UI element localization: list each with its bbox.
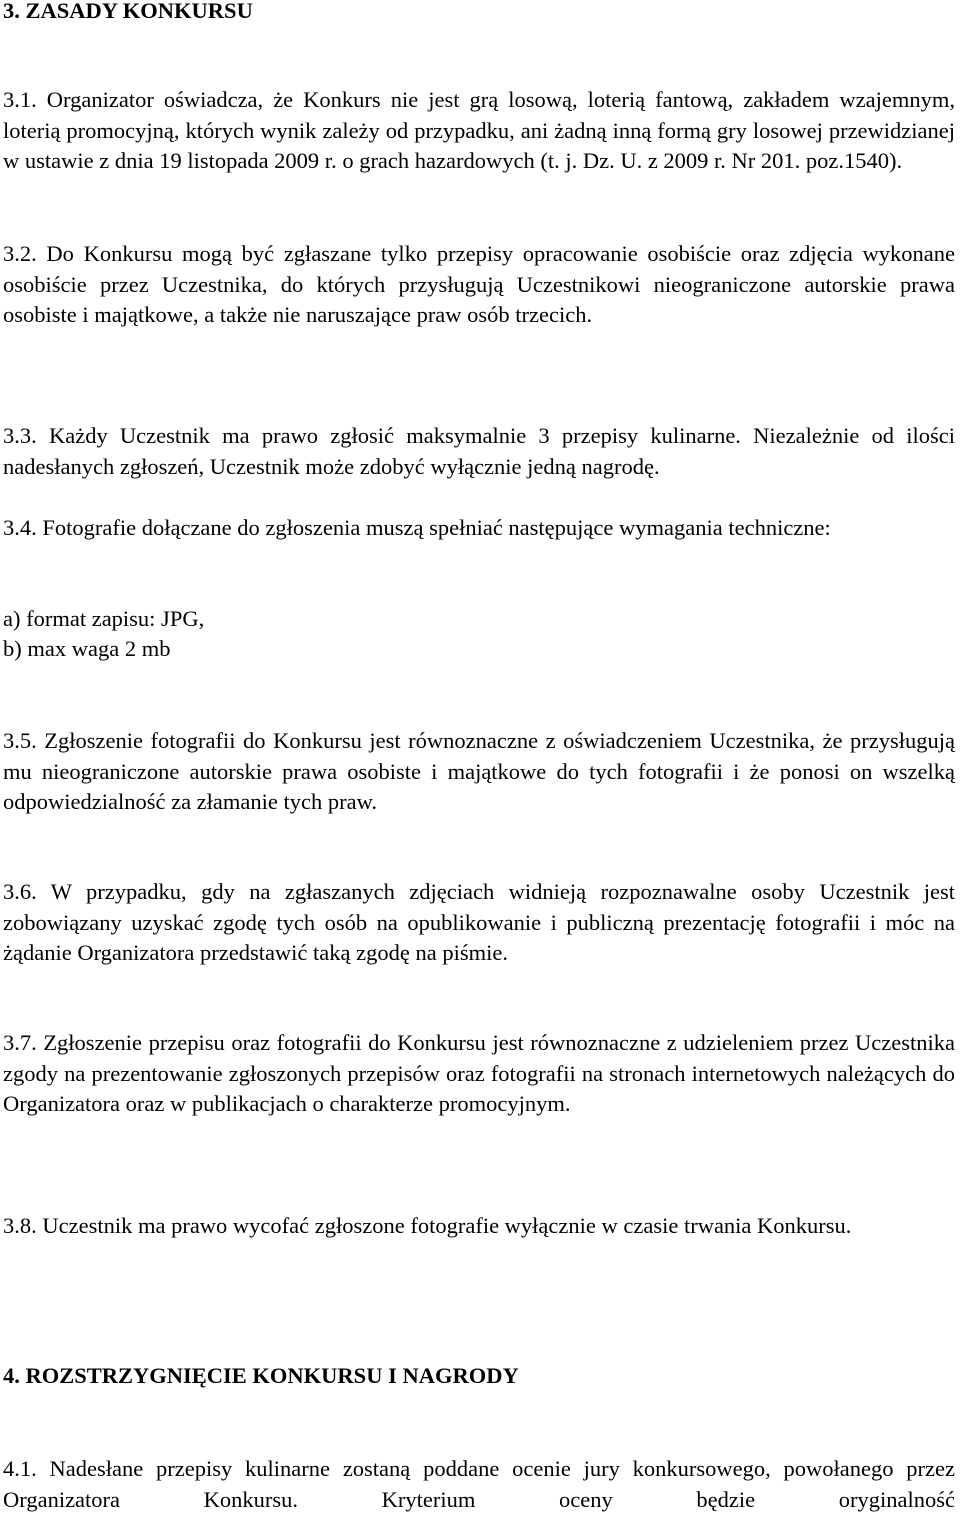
paragraph-number: 3.8. [3,1213,37,1238]
section-3-heading: 3. ZASADY KONKURSU [3,0,253,23]
paragraph-3-5 [3,726,955,818]
paragraph-text: Nadesłane przepisy kulinarne zostaną poddane ocenie jury konkursowego, powołanego przez Organizatora Konkursu. Kryterium oceny będzie oryginalność [3,1456,956,1512]
paragraph-number: 3.6. [3,879,37,904]
paragraph-3-8 [3,1211,955,1242]
paragraph-text: Uczestnik ma prawo wycofać zgłoszone fotografie wyłącznie w czasie trwania Konkursu. [42,1213,852,1238]
paragraph-text: Zgłoszenie fotografii do Konkursu jest równoznaczne z oświadczeniem Uczestnika, że przysługują mu nieograniczone autorskie prawa osobiste i majątkowe do tych fotografii i że ponosi on wszelką odpowiedzialność za złamanie tych praw. [3,728,955,815]
paragraph-3-1 [3,85,955,177]
paragraph-number: 4.1. [3,1456,37,1481]
paragraph-3-6 [3,877,955,969]
paragraph-number: 3.7. [3,1030,37,1055]
paragraph-text: W przypadku, gdy na zgłaszanych zdjęciach widnieją rozpoznawalne osoby Uczestnik jest zobowiązany uzyskać zgodę tych osób na opublikowanie i publiczną prezentację fotografii i móc na żądanie Organizatora przedstawić taką zgodę na piśmie. [3,879,956,966]
paragraph-number: 3.1. [3,87,37,112]
paragraph-text: Organizator oświadcza, że Konkurs nie jest grą losową, loterią fantową, zakładem wzajemnym, loterią promocyjną, których wynik zależy od przypadku, ani żadną inną formą gry losowej przewidzianej w ustawie z dnia 19 listopada 2009 r. o grach hazardowych (t. j. Dz. U. z 2009 r. Nr 201. poz.1540). [3,87,956,174]
paragraph-text: Każdy Uczestnik ma prawo zgłosić maksymalnie 3 przepisy kulinarne. Niezależnie od ilości nadesłanych zgłoszeń, Uczestnik może zdobyć wyłącznie jedną nagrodę. [3,423,956,479]
paragraph-text: Zgłoszenie przepisu oraz fotografii do Konkursu jest równoznaczne z udzieleniem przez Uczestnika zgody na prezentowanie zgłoszonych przepisów oraz fotografii na stronach internetowych należących do Organizatora oraz w publikacjach o charakterze promocyjnym. [3,1030,956,1117]
paragraph-text: Do Konkursu mogą być zgłaszane tylko przepisy opracowanie osobiście oraz zdjęcia wykonane osobiście przez Uczestnika, do których przysługują Uczestnikowi nieograniczone autorskie prawa osobiste i majątkowe, a także nie naruszające praw osób trzecich. [3,241,955,328]
paragraph-number: 3.5. [3,728,37,753]
section-4-heading: 4. ROZSTRZYGNIĘCIE KONKURSU I NAGRODY [3,1363,519,1388]
list-item: a) format zapisu: JPG, [3,606,205,631]
paragraph-3-4 [3,513,955,544]
paragraph-number: 3.4. [3,515,37,540]
paragraph-3-2 [3,239,955,331]
paragraph-4-1 [3,1454,955,1515]
paragraph-3-7 [3,1028,955,1120]
paragraph-3-3 [3,421,955,482]
list-item: b) max waga 2 mb [3,636,171,661]
paragraph-number: 3.2. [3,241,37,266]
paragraph-text: Fotografie dołączane do zgłoszenia muszą spełniać następujące wymagania techniczne: [42,515,831,540]
paragraph-number: 3.3. [3,423,37,448]
